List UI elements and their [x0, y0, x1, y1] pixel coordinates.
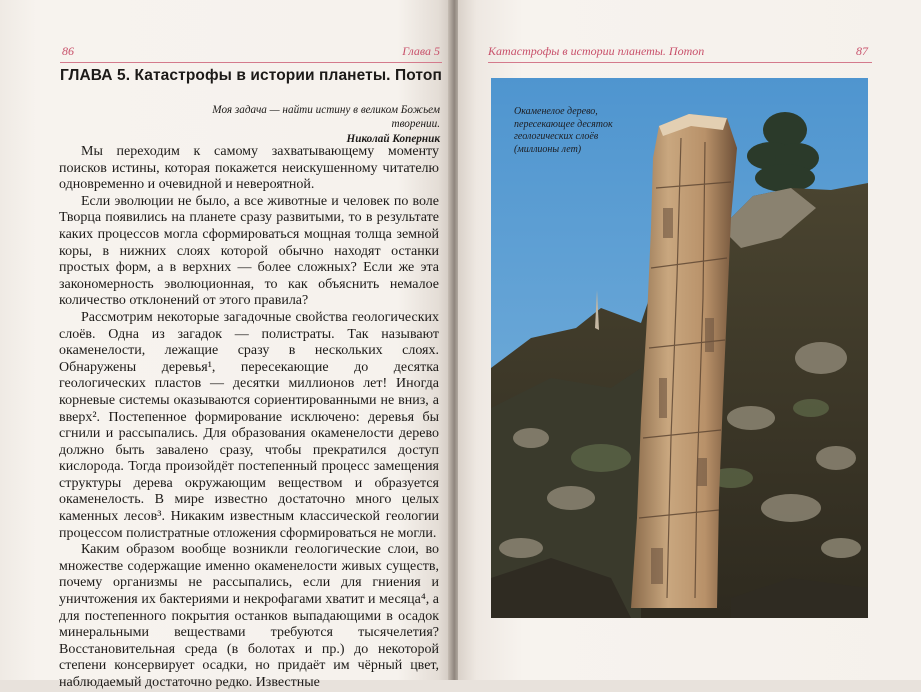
running-head-left: Глава 5: [402, 44, 440, 58]
paragraph: Каким образом вообще возникли геологические слои, во множестве содержащие именно окаменелости живых существ, почему организмы не рассыпались, если для гниения и уничтожения их бактериями и некрофагами хватит и месяца⁴, а для постепенного покрытия останков выпадающими в осадок минеральными веществами требуются тысячелетия? Восстановительная среда (в болотах и пр.) до некоторой степени консервирует осадки, но придаёт им чёрный цвет, наблюдаемый достаточно редко. Известные: [59, 542, 439, 690]
page-number-left: 86: [62, 44, 74, 58]
header-rule-left: [60, 62, 442, 63]
paragraph: Если эволюции не было, а все животные и человек по воле Творца появились на планете сразу развитыми, то в результате каких процессов могла сформироваться мощная толща земной коры, в нижних слоях которой обычно находят останки простых форм, а в верхних — более сложных? Если же эта закономерность эволюционная, то как объяснить немалое количество отклонений от этого правила?: [59, 193, 439, 309]
epigraph: Моя задача — найти истину в великом Божьем творении.: [212, 104, 440, 130]
left-page: [0, 0, 452, 690]
page-number-right: 87: [856, 44, 868, 58]
running-head-right: Катастрофы в истории планеты. Потоп: [488, 44, 705, 58]
photo-caption: Окаменелое дерево, пересекающее десяток геологических слоёв (миллионы лет): [514, 106, 613, 155]
body-text: [59, 144, 439, 692]
photo-illustration: [491, 78, 868, 618]
petrified-tree-photo: [491, 78, 868, 618]
epigraph-author: Николай Коперник: [346, 133, 440, 145]
chapter-title: ГЛАВА 5. Катастрофы в истории планеты. Потоп: [60, 67, 442, 84]
paragraph: Рассмотрим некоторые загадочные свойства геологических слоёв. Одна из загадок — полистраты. Так называют окаменелости, лежащие сразу в нескольких слоях. Обнаружены деревья¹, пересекающие до десятка геологических пластов — десятки миллионов лет! Иногда корневые системы оказываются сориентированными не вниз, а вверх². Постепенное формирование исключено: деревья бы сгнили и рассыпались. Для образования окаменелости дерево должно быть завалено сразу, чтобы прекратился доступ кислорода. Тогда произойдёт постепенный процесс замещения структуры дерева окружающим веществом и образуется окаменелость. В мире известно достаточно много целых каменных лесов³. Никаким известным классической геологии процессом полистратные отложения сформироваться не могли.: [59, 309, 439, 541]
paragraph: Мы переходим к самому захватывающему моменту поисков истины, которая покажется неискушенному читателю одновременно и очевидной и невероятной.: [59, 144, 439, 193]
header-rule-right: [488, 62, 872, 63]
